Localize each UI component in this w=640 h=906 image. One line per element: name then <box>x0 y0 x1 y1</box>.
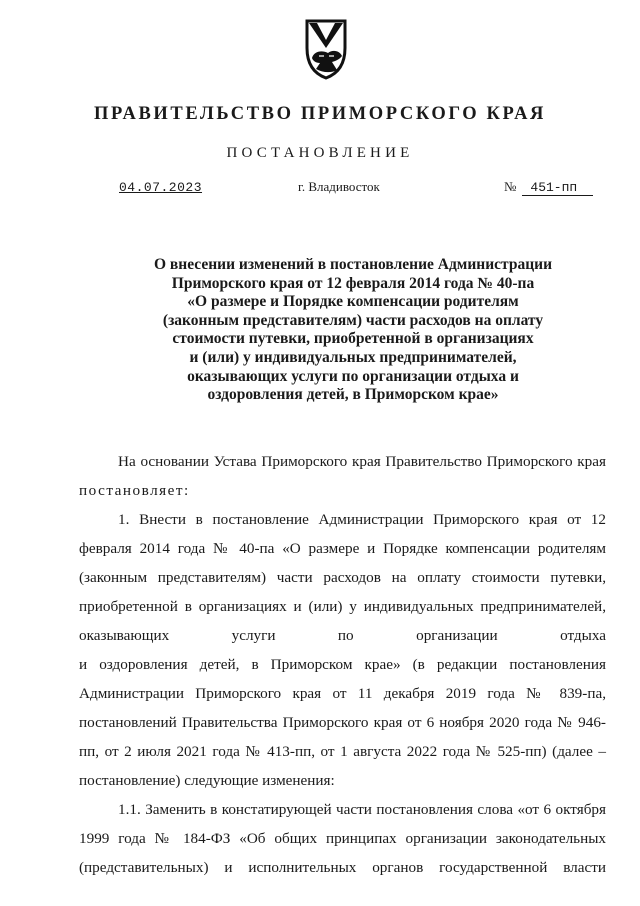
document-date: 04.07.2023 <box>119 180 203 195</box>
subject-line: стоимости путевки, приобретенной в организациях <box>172 330 534 348</box>
subject-line: оздоровления детей, в Приморском крае» <box>207 386 499 404</box>
item-1-continuation: и оздоровления детей, в Приморском крае» (в редакции постановления Администрации Приморского края от 11 декабря 2019 года № 839-па, постановлений Правительства Приморского края от 6 ноября 2020 года № 946-пп, от 2 июля 2021 года № 413-пп, от 1 августа 2022 года № 525-пп) (далее – постановление) следующие изменения: <box>79 656 606 789</box>
subject-line: и (или) у индивидуальных предпринимателей, <box>189 348 517 366</box>
document-type: ПОСТАНОВЛЕНИЕ <box>226 145 414 161</box>
subject-line: оказывающих услуги по организации отдыха и <box>187 367 519 385</box>
preamble-keyword: постановляет: <box>79 482 190 499</box>
preamble-text: На основании Устава Приморского края Правительство Приморского края <box>118 453 606 470</box>
document-body <box>79 447 606 882</box>
item-1-paragraph: 1. Внести в постановление Администрации Приморского края от 12 февраля 2014 года № 40-па «О размере и Порядке компенсации родителям (законным представителям) части расходов на оплату стоимости путевки, приобретенной в организациях и (или) у индивидуальных предпринимателей, оказывающих услуги по организации отдыха <box>79 511 606 644</box>
item-1-1-paragraph: 1.1. Заменить в констатирующей части постановления слова «от 6 октября 1999 года № 184-ФЗ «Об общих принципах организации законодательных (представительных) и исполнительных органов государственной власти <box>79 801 606 876</box>
number-value: 451-пп <box>522 180 593 196</box>
document-subject <box>118 256 588 405</box>
subject-line: О внесении изменений в постановление Администрации <box>153 256 552 273</box>
number-sign: № <box>504 179 517 194</box>
preamble-paragraph <box>79 447 606 505</box>
subject-line: (законным представителям) части расходов на оплату <box>162 311 544 329</box>
subject-line: Приморского края от 12 февраля 2014 года № 40-па <box>171 274 535 292</box>
document-city: г. Владивосток <box>298 179 380 194</box>
subject-line: «О размере и Порядке компенсации родителям <box>187 293 519 311</box>
government-name: ПРАВИТЕЛЬСТВО ПРИМОРСКОГО КРАЯ <box>93 104 546 124</box>
document-number <box>504 179 593 195</box>
coat-of-arms-icon <box>302 18 350 80</box>
